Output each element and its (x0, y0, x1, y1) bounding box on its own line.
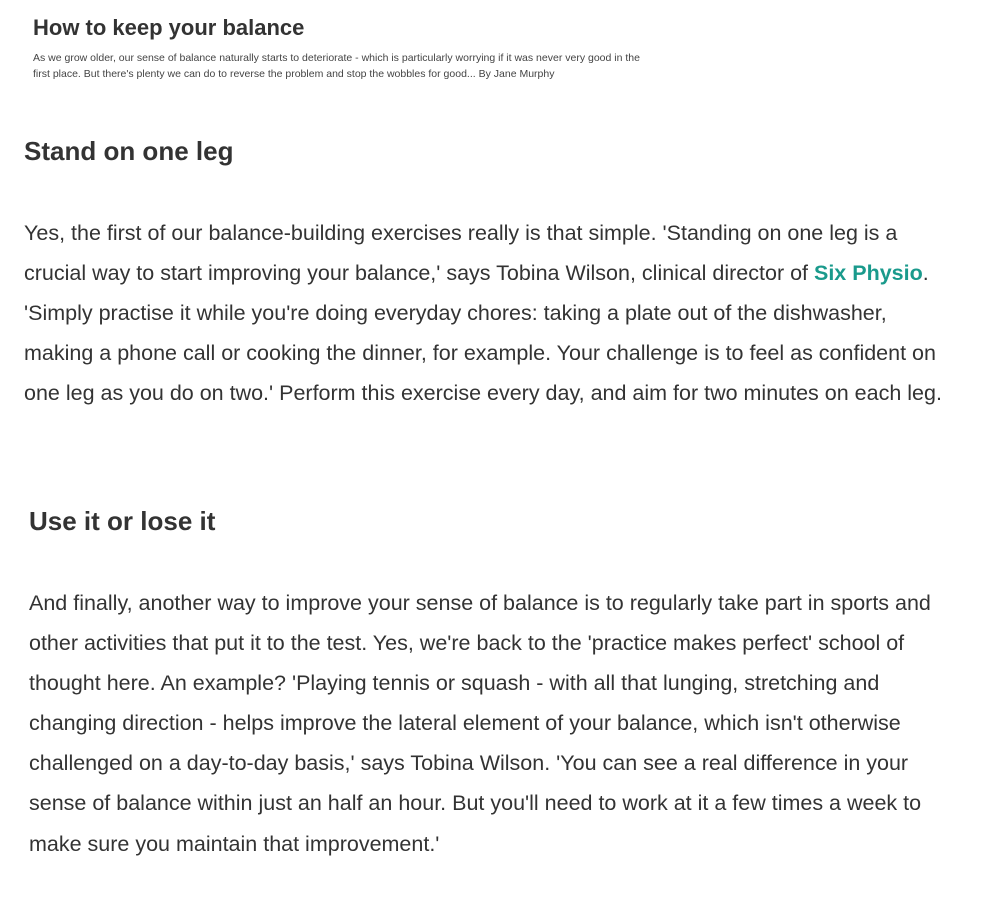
article-title: How to keep your balance (33, 15, 305, 40)
article-header (33, 14, 653, 82)
body-text-before-link: Yes, the first of our balance-building exercises really is that simple. 'Standing on one leg is a crucial way to start improving your balance,' says Tobina Wilson, clinical director of (24, 221, 898, 286)
section-use-it-or-lose-it (29, 503, 964, 864)
article-standfirst: As we grow older, our sense of balance naturally starts to deteriorate - which is particularly worrying if it was never very good in the first place. But there's plenty we can do to reverse the problem and stop the wobbles for good... By Jane Murphy (33, 52, 640, 80)
section-heading: Stand on one leg (24, 136, 234, 166)
section-body (24, 213, 954, 413)
section-body: And finally, another way to improve your sense of balance is to regularly take part in sports and other activities that put it to the test. Yes, we're back to the 'practice makes perfect' school of thought here. An example? 'Playing tennis or squash - with all that lunging, stretching and changing direction - helps improve the lateral element of your balance, which isn't otherwise challenged on a day-to-day basis,' says Tobina Wilson. 'You can see a real difference in your sense of balance within just an half an hour. But you'll need to work at it a few times a week to make sure you maintain that improvement.' (29, 591, 931, 856)
six-physio-link[interactable]: Six Physio (813, 261, 923, 286)
body-text-after-link: . 'Simply practise it while you're doing everyday chores: taking a plate out of the dishwasher, making a phone call or cooking the dinner, for example. Your challenge is to feel as confident on one leg as you do on two.' Perform this exercise every day, and aim for two minutes on each leg. (24, 261, 942, 406)
section-heading: Use it or lose it (29, 506, 216, 536)
section-stand-on-one-leg (24, 133, 959, 413)
